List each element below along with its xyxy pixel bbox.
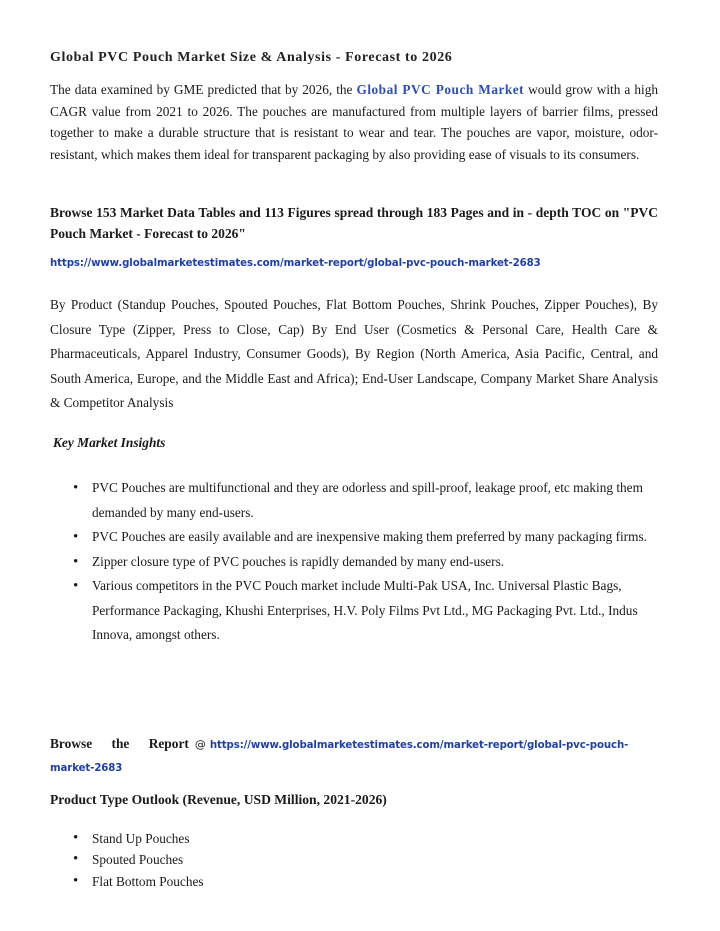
list-item: • Spouted Pouches: [73, 849, 658, 870]
page-title: Global PVC Pouch Market Size & Analysis - Forecast to 2026: [50, 50, 453, 65]
intro-paragraph: [50, 79, 658, 165]
browse-report-line: [50, 733, 660, 779]
product-type-list: [73, 828, 658, 892]
browse-report-label: Browse the Report: [50, 736, 189, 751]
key-insights-heading: Key Market Insights: [53, 435, 166, 450]
insights-list: [73, 476, 658, 648]
segmentation-paragraph: By Product (Standup Pouches, Spouted Pouches, Flat Bottom Pouches, Shrink Pouches, Zipper Pouches), By Closure Type (Zipper, Press to Close, Cap) By End User (Cosmetics & Personal Care, Health Care & Pharmaceuticals, Apparel Industry, Consumer Goods), By Region (North America, Asia Pacific, Central, and South America, Europe, and the Middle East and Africa); End-User Landscape, Company Market Share Analysis & Competitor Analysis: [50, 297, 658, 411]
product-outlook-heading: Product Type Outlook (Revenue, USD Million, 2021-2026): [50, 792, 387, 807]
at-symbol: @: [194, 738, 206, 751]
intro-text-after: would grow with a high CAGR value from 2021 to 2026. The pouches are manufactured from multiple layers of barrier films, pressed together to make a durable structure that is resistant to wear and tear. The pouches are vapor, moisture, odor-resistant, which makes them ideal for transparent packaging by also providing ease of visuals to its consumers.: [50, 82, 658, 162]
browse-report-link[interactable]: https://www.globalmarketestimates.com/market-report/global-pvc-pouch-market-2683: [50, 740, 629, 774]
list-item: • Zipper closure type of PVC pouches is rapidly demanded by many end-users.: [73, 550, 658, 575]
market-name-highlight: Global PVC Pouch Market: [356, 82, 525, 97]
list-item: • Various competitors in the PVC Pouch market include Multi-Pak USA, Inc. Universal Plastic Bags, Performance Packaging, Khushi Enterprises, H.V. Poly Films Pvt Ltd., MG Packaging Pvt. Ltd., Indus Innova, amongst others.: [73, 574, 658, 648]
list-item: • PVC Pouches are easily available and are inexpensive making them preferred by many packaging firms.: [73, 525, 658, 550]
intro-text-before: The data examined by GME predicted that by 2026, the: [50, 82, 357, 97]
browse-tables-heading: Browse 153 Market Data Tables and 113 Figures spread through 183 Pages and in - depth TOC on "PVC Pouch Market - Forecast to 2026": [50, 205, 658, 241]
report-link[interactable]: https://www.globalmarketestimates.com/market-report/global-pvc-pouch-market-2683: [50, 258, 541, 269]
list-item: • Stand Up Pouches: [73, 828, 658, 849]
list-item: • PVC Pouches are multifunctional and they are odorless and spill-proof, leakage proof, etc making them demanded by many end-users.: [73, 476, 658, 525]
list-item: • Flat Bottom Pouches: [73, 871, 658, 892]
